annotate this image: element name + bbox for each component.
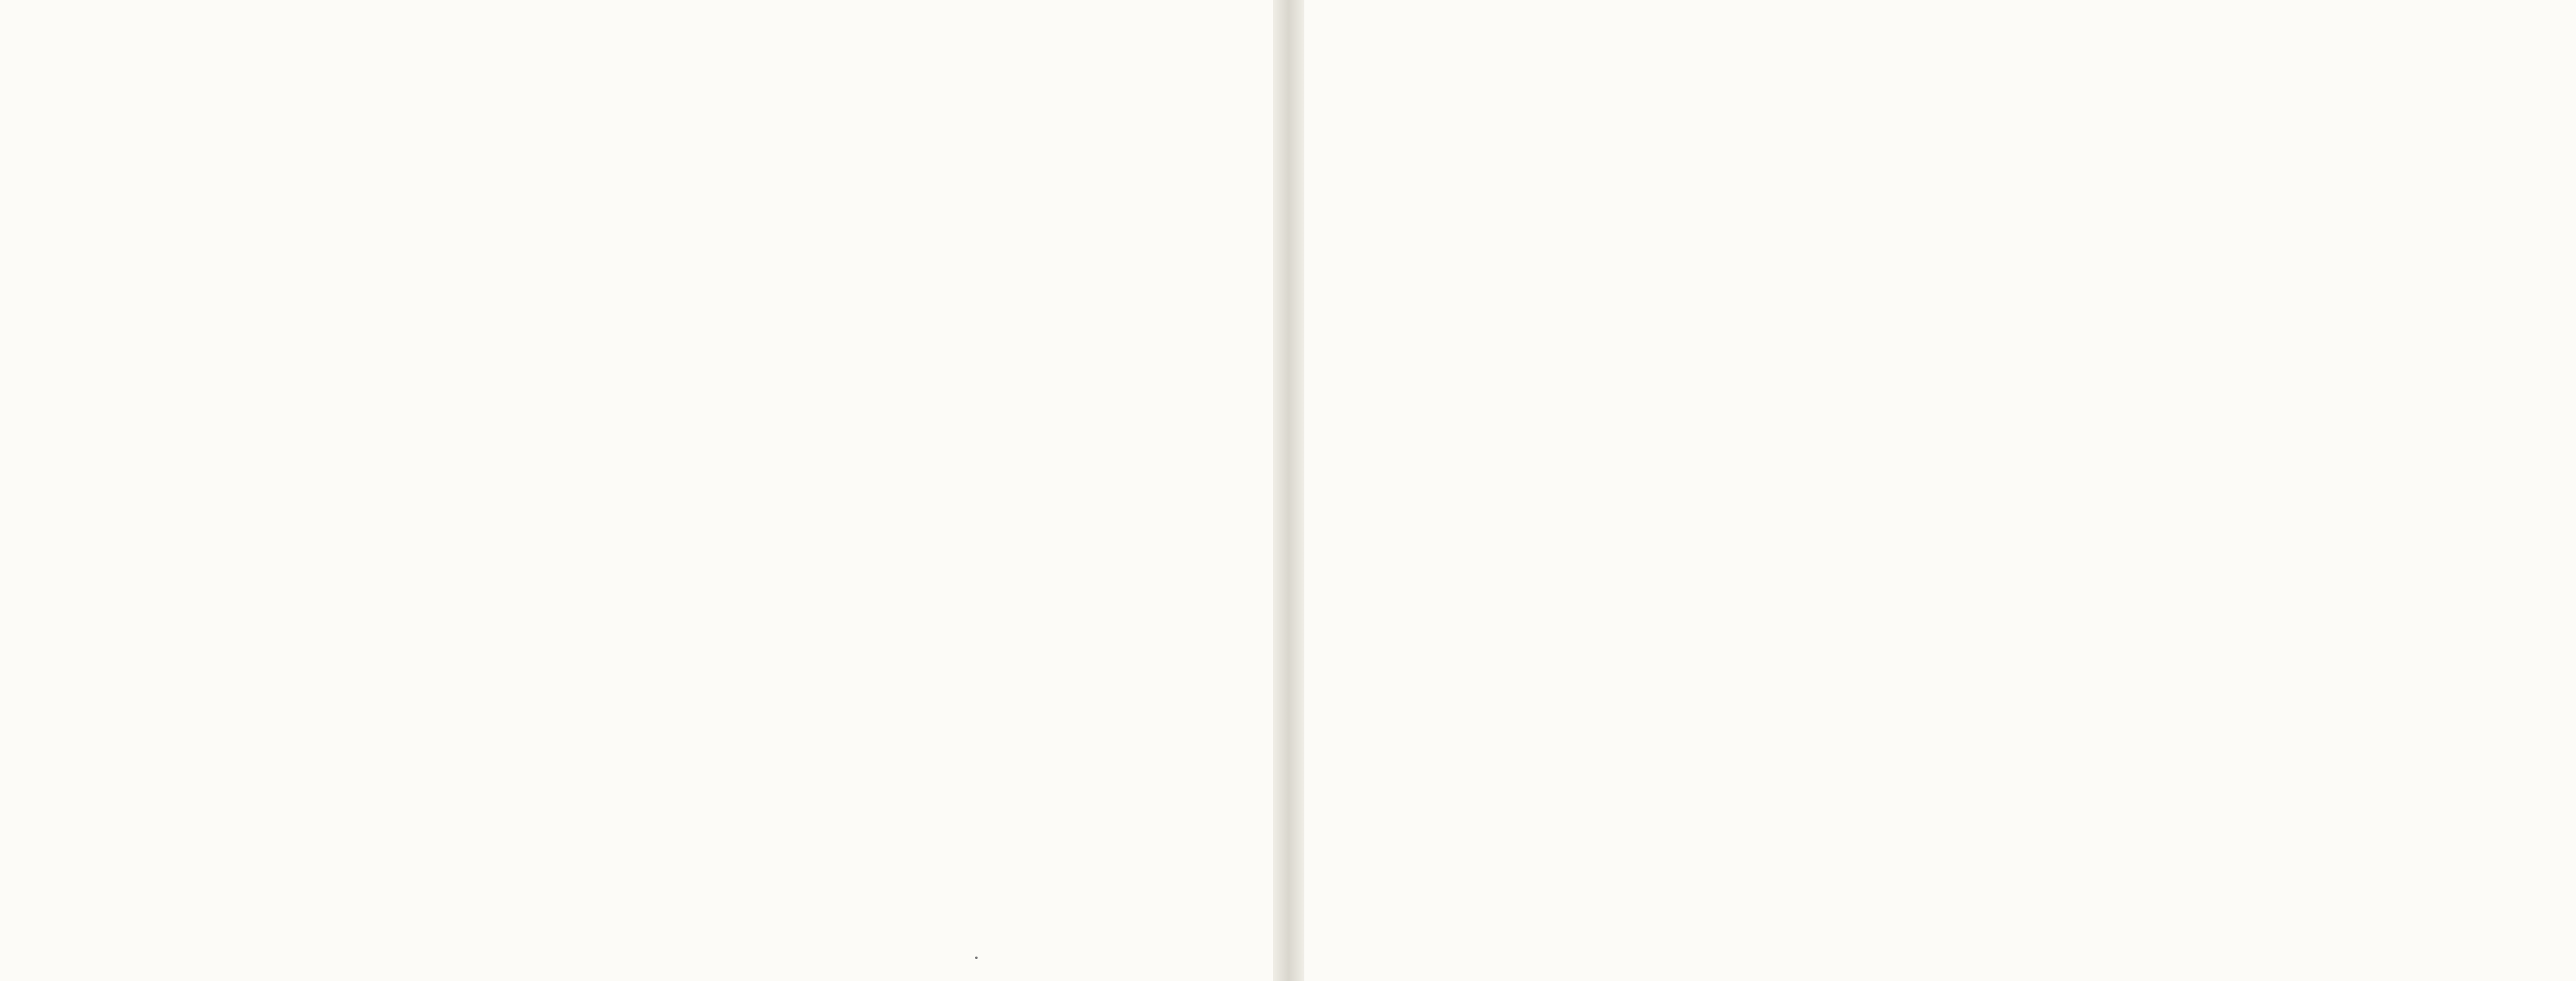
print-speck — [975, 957, 978, 959]
staff-system-3 — [0, 590, 1273, 753]
book-spine — [1273, 0, 1304, 981]
staff-system-1 — [0, 251, 1273, 414]
right-page — [1304, 0, 2576, 981]
staff-system-2 — [0, 419, 1273, 582]
